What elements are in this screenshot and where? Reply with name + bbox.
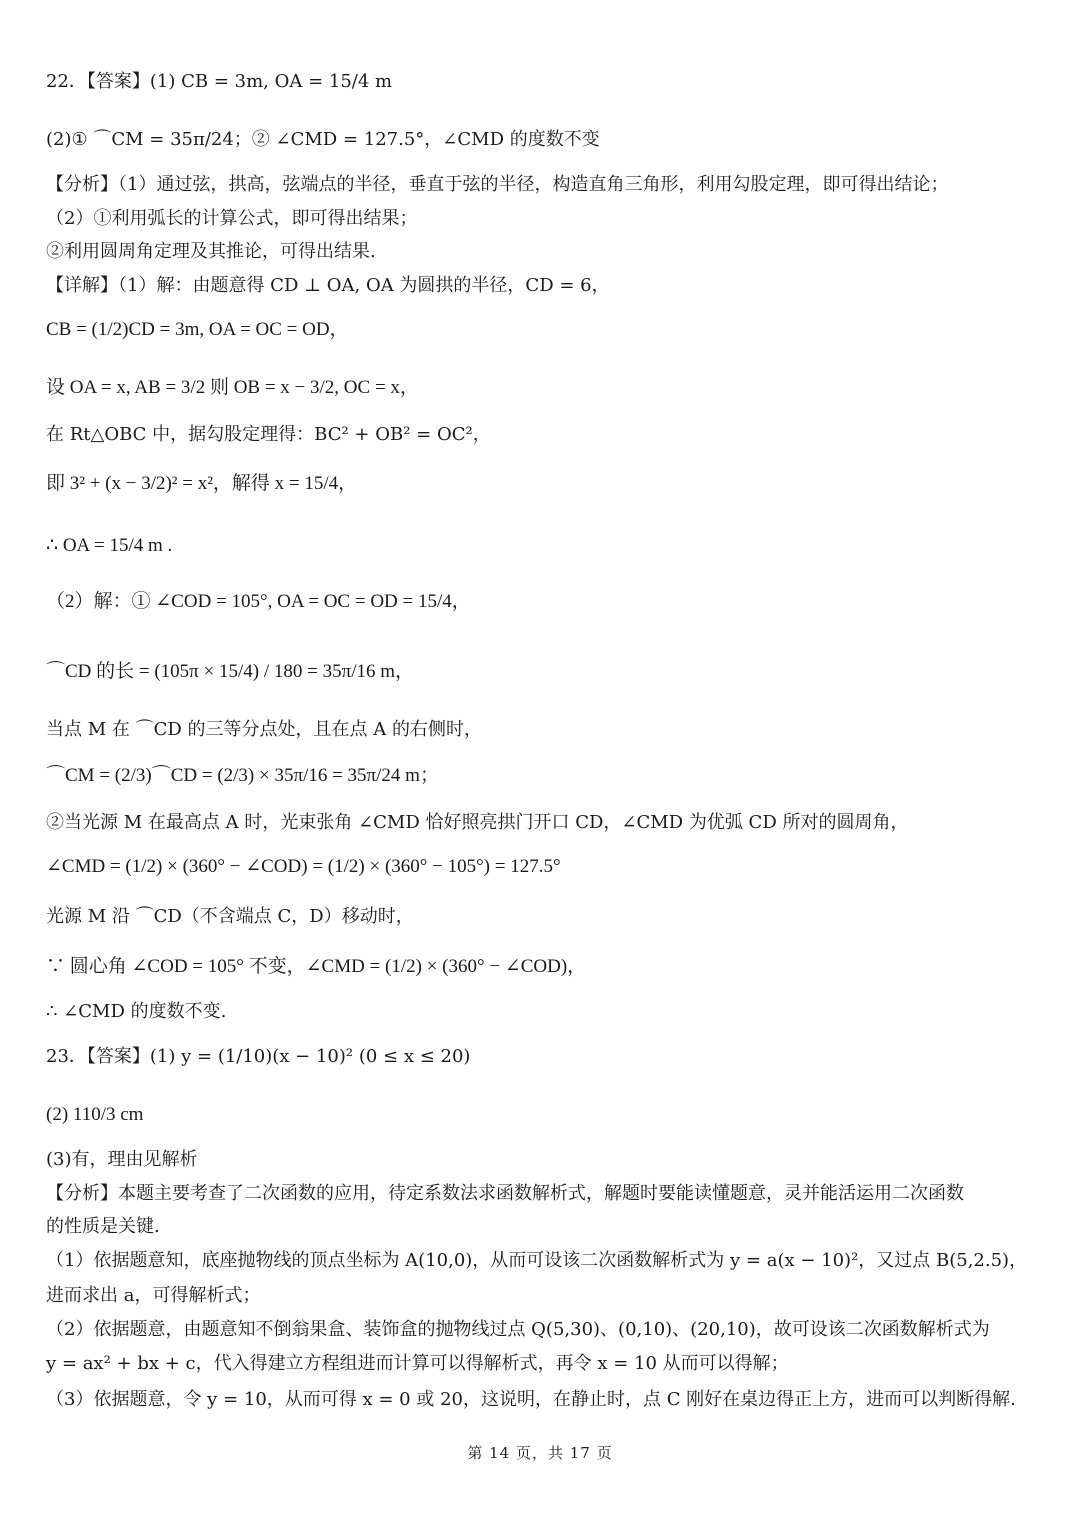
text-line: 23．【答案】(1) y = (1/10)(x − 10)² (0 ≤ x ≤ 20) xyxy=(46,1046,471,1067)
text-line: （1）依据题意知，底座抛物线的顶点坐标为 A(10,0)，从而可设该二次函数解析式为 y = a(x − 10)²，又过点 B(5,2.5)， xyxy=(46,1250,1028,1271)
text-line: ⌒CM = (2/3)⌒CD = (2/3) × 35π/16 = 35π/24 m； xyxy=(46,765,439,786)
text-line: (2) 110/3 cm xyxy=(46,1104,144,1125)
text-line: （2）①利用弧长的计算公式，即可得出结果； xyxy=(46,208,418,229)
text-line: 在 Rt△OBC 中，据勾股定理得：BC² + OB² = OC²， xyxy=(46,424,491,445)
text-line: CB = (1/2)CD = 3m, OA = OC = OD， xyxy=(46,319,349,340)
text-line: 即 3² + (x − 3/2)² = x²，解得 x = 15/4， xyxy=(46,473,358,494)
text-line: ⌒CD 的长 = (105π × 15/4) / 180 = 35π/16 m， xyxy=(46,661,414,682)
text-line: （2）解：① ∠COD = 105°, OA = OC = OD = 15/4， xyxy=(46,591,471,612)
text-line: 【分析】本题主要考查了二次函数的应用，待定系数法求函数解析式，解题时要能读懂题意，灵并能活运用二次函数 xyxy=(46,1183,964,1204)
text-line: 22．【答案】(1) CB = 3m, OA = 15/4 m xyxy=(46,71,393,92)
text-line: ∴ ∠CMD 的度数不变. xyxy=(46,1001,227,1022)
text-line: (3)有，理由见解析 xyxy=(46,1149,198,1170)
text-line: 当点 M 在 ⌒CD 的三等分点处，且在点 A 的右侧时， xyxy=(46,719,482,740)
text-line: ②当光源 M 在最高点 A 时，光束张角 ∠CMD 恰好照亮拱门开口 CD，∠CMD 为优弧 CD 所对的圆周角， xyxy=(46,812,909,833)
text-line: (2)① ⌒CM = 35π/24；② ∠CMD = 127.5°，∠CMD 的度数不变 xyxy=(46,129,600,150)
text-line: 的性质是关键. xyxy=(46,1216,160,1237)
text-line: 进而求出 a，可得解析式； xyxy=(46,1285,261,1306)
text-line: ②利用圆周角定理及其推论，可得出结果. xyxy=(46,241,376,262)
text-line: 光源 M 沿 ⌒CD（不含端点 C，D）移动时， xyxy=(46,906,414,927)
text-line: 【详解】（1）解：由题意得 CD ⊥ OA, OA 为圆拱的半径，CD = 6， xyxy=(46,275,610,296)
text-line: （2）依据题意，由题意知不倒翁果盒、装饰盒的抛物线过点 Q(5,30)、(0,10)、(20,10)，故可设该二次函数解析式为 xyxy=(46,1319,990,1340)
page-footer: 第 14 页，共 17 页 xyxy=(467,1444,613,1462)
text-line: y = ax² + bx + c，代入得建立方程组进而计算可以得解析式，再令 x = 10 从而可以得解； xyxy=(46,1353,789,1374)
text-line: 【分析】（1）通过弦，拱高，弦端点的半径，垂直于弦的半径，构造直角三角形，利用勾股定理，即可得出结论； xyxy=(46,174,949,195)
text-line: ∵ 圆心角 ∠COD = 105° 不变，∠CMD = (1/2) × (360° − ∠COD)， xyxy=(46,956,587,977)
text-line: ∴ OA = 15/4 m . xyxy=(46,535,173,556)
text-line: （3）依据题意，令 y = 10，从而可得 x = 0 或 20，这说明，在静止时，点 C 刚好在桌边得正上方，进而可以判断得解. xyxy=(46,1389,1016,1410)
text-line: 设 OA = x, AB = 3/2 则 OB = x − 3/2, OC = x， xyxy=(46,377,419,398)
text-line: ∠CMD = (1/2) × (360° − ∠COD) = (1/2) × (360° − 105°) = 127.5° xyxy=(46,856,561,877)
